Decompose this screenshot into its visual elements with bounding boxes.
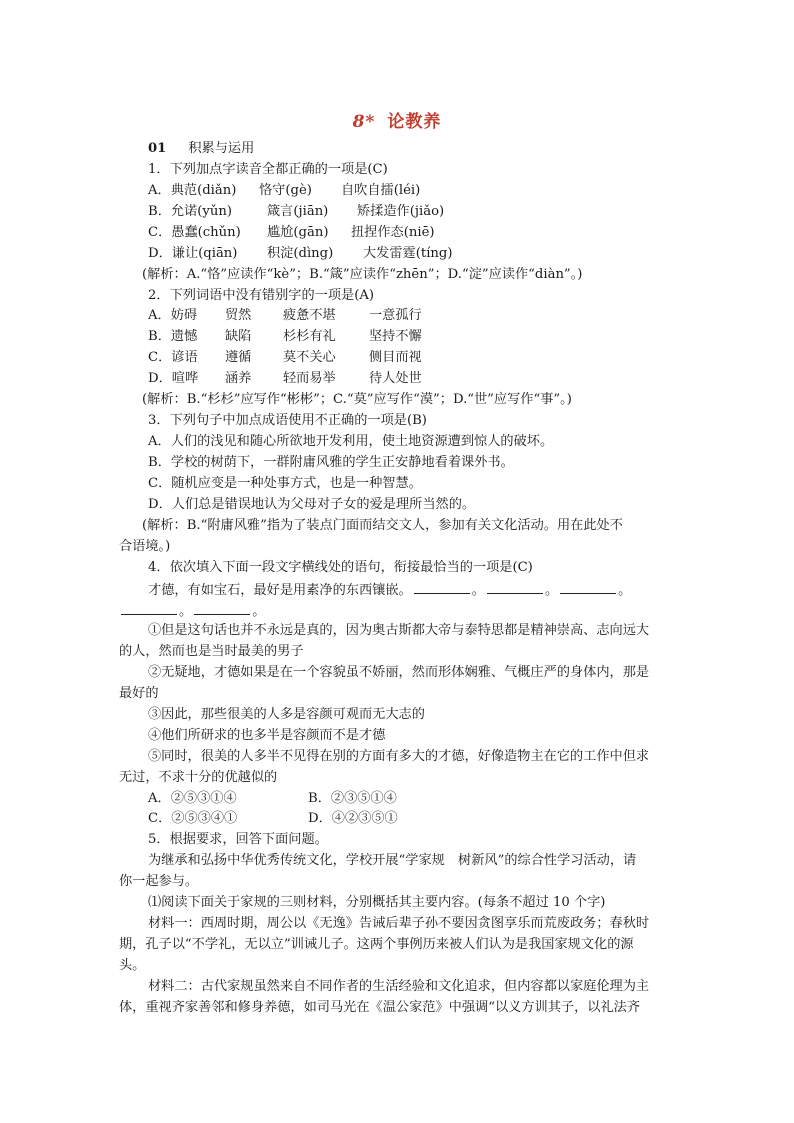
q2-option-c: C．谚语 遵循 莫不关心 侧目而视 — [148, 350, 422, 365]
q3-stem: 3．下列句子中加点成语使用不正确的一项是(B) — [148, 413, 427, 428]
material-1-cont: 期，孔子以“不学礼，无以立”训诫儿子。这两个事例历来被人们认为是我国家规文化的源 — [119, 937, 634, 952]
q2-option-b: B．遗憾 缺陷 杉杉有礼 坚持不懈 — [148, 329, 422, 344]
lesson-number: 8* — [352, 112, 376, 132]
q5-stem: 5．根据要求，回答下面问题。 — [148, 832, 328, 847]
q1-option-b: B．允诺(yǔn) 箴言(jiān) 矫揉造作(jiǎo) — [148, 204, 445, 219]
q1-explanation: (解析：A.“恪”应读作“kè”；B.“箴”应读作“zhēn”；D.“淀”应读作“diàn”。) — [142, 267, 583, 282]
q3-explanation-cont: 合语境。) — [119, 539, 171, 554]
material-2: 材料二：古代家规虽然来自不同作者的生活经验和文化追求，但内容都以家庭伦理为主 — [148, 979, 650, 994]
material-1-end: 头。 — [119, 958, 146, 973]
answer-blank — [414, 580, 470, 594]
q4-option-a: A．②⑤③①④ — [148, 791, 237, 806]
material-2-cont: 体，重视齐家善邻和修身养德，如司马光在《温公家范》中强调“以义方训其子，以礼法齐 — [119, 1000, 641, 1015]
q4-sentence-1: ①但是这句话也并不永远是真的，因为奥古斯都大帝与泰特思都是精神崇高、志向远大 — [148, 623, 650, 638]
q5-sub1: ⑴阅读下面关于家规的三则材料，分别概括其主要内容。(每条不超过 10 个字) — [148, 895, 606, 910]
q4-stem: 4．依次填入下面一段文字横线处的语句，衔接最恰当的一项是(C) — [148, 560, 533, 575]
q4-sentence-1-cont: 的人，然而也是当时最美的男子 — [119, 644, 304, 659]
q4-sentence-5-cont: 无过，不求十分的优越似的 — [119, 770, 278, 785]
answer-blank — [194, 601, 250, 615]
page-title — [0, 107, 794, 132]
q4-option-c: C．②⑤③④① — [148, 811, 238, 826]
section-label: 积累与运用 — [188, 141, 255, 156]
q4-lead-cont: 。 。 — [119, 601, 265, 621]
q1-stem: 1．下列加点字读音全都正确的一项是(C) — [148, 162, 388, 177]
q4-option-d: D．④②③⑤① — [308, 811, 398, 826]
q4-sentence-2: ②无疑地，才德如果是在一个容貌虽不娇丽，然而形体娴雅、气概庄严的身体内，那是 — [148, 665, 650, 680]
answer-blank — [121, 601, 177, 615]
section-code: 01 — [148, 141, 167, 156]
q2-stem: 2．下列词语中没有错别字的一项是(A) — [148, 288, 375, 303]
q4-lead: 才德，有如宝石，最好是用素净的东西镶嵌。 。 。 。 — [148, 580, 631, 600]
q4-option-b: B．②③⑤①④ — [308, 791, 397, 806]
q4-sentence-3: ③因此，那些很美的人多是容颜可观而无大志的 — [148, 707, 425, 722]
q2-explanation: (解析：B.“杉杉”应写作“彬彬”；C.“莫”应写作“漠”；D.“世”应写作“事”。) — [142, 392, 572, 407]
q5-intro: 为继承和弘扬中华优秀传统文化，学校开展“学家规 树新风”的综合性学习活动，请 — [148, 853, 637, 868]
q1-option-a: A．典范(diǎn) 恪守(gè) 自吹自擂(léi) — [148, 183, 421, 198]
q4-sentence-2-cont: 最好的 — [119, 686, 159, 701]
q3-option-a: A．人们的浅见和随心所欲地开发利用，使土地资源遭到惊人的破坏。 — [148, 434, 554, 449]
answer-blank — [487, 580, 543, 594]
material-1: 材料一：西周时期，周公以《无逸》告诫后辈子孙不要因贪图享乐而荒废政务；春秋时 — [148, 916, 650, 931]
q4-options-ab — [148, 790, 397, 808]
q1-option-d: D．谦让(qiān) 积淀(dìng) 大发雷霆(tíng) — [148, 246, 453, 261]
q5-intro-cont: 你一起参与。 — [119, 874, 199, 889]
answer-blank — [560, 580, 616, 594]
q2-option-d: D．喧哗 涵养 轻而易举 待人处世 — [148, 371, 422, 386]
lesson-name: 论教养 — [387, 112, 442, 132]
q4-sentence-4: ④他们所研求的也多半是容颜而不是才德 — [148, 728, 386, 743]
q3-explanation: (解析：B.“附庸风雅”指为了装点门面而结交文人，参加有关文化活动。用在此处不 — [142, 518, 623, 533]
q4-sentence-5: ⑤同时，很美的人多半不见得在别的方面有多大的才德，好像造物主在它的工作中但求 — [148, 749, 650, 764]
q1-option-c: C．愚蠢(chǔn) 尴尬(gān) 扭捏作态(niē) — [148, 225, 435, 240]
q2-option-a: A．妨碍 贸然 疲惫不堪 一意孤行 — [148, 308, 422, 323]
q3-option-b: B．学校的树荫下，一群附庸风雅的学生正安静地看着课外书。 — [148, 455, 514, 470]
section-header — [148, 140, 254, 158]
q4-options-cd — [148, 810, 398, 828]
q3-option-d: D．人们总是错误地认为父母对子女的爱是理所当然的。 — [148, 497, 476, 512]
q3-option-c: C．随机应变是一种处事方式，也是一种智慧。 — [148, 476, 422, 491]
